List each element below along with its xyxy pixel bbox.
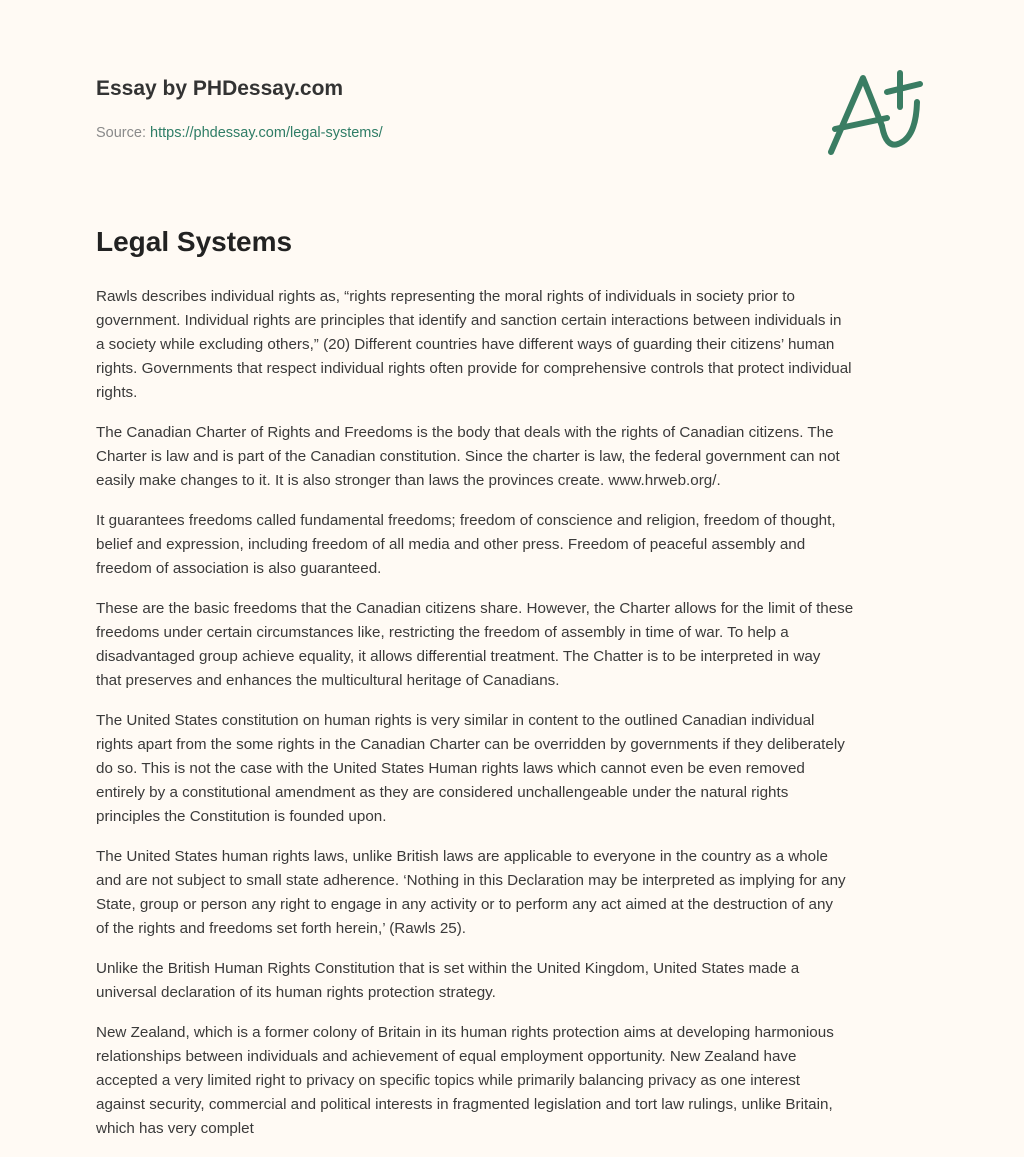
paragraph-line: against security, commercial and political interests in fragmented legislation and tort law rulings, unlike Britain,: [96, 1096, 833, 1113]
paragraph-line: Rawls describes individual rights as, “rights representing the moral rights of individuals in society prior to: [96, 288, 795, 305]
paragraph-line: rights.: [96, 384, 138, 401]
paragraph-line: entirely by a constitutional amendment as they are considered unchallengeable under the natural rights: [96, 784, 789, 801]
paragraph-line: disadvantaged group achieve equality, it allows differential treatment. The Chatter is to be interpreted in way: [96, 648, 821, 665]
essay-paragraph: [96, 421, 936, 493]
paragraph-line: Charter is law and is part of the Canadian constitution. Since the charter is law, the federal government can not: [96, 448, 840, 465]
paragraph-line: The Canadian Charter of Rights and Freedoms is the body that deals with the rights of Canadian citizens. The: [96, 424, 834, 441]
paragraph-line: freedoms under certain circumstances like, restricting the freedom of assembly in time of war. To help a: [96, 624, 789, 641]
paragraph-line: relationships between individuals and achievement of equal employment opportunity. New Zealand have: [96, 1048, 797, 1065]
paragraph-line: and are not subject to small state adherence. ‘Nothing in this Declaration may be interpreted as implying for any: [96, 872, 846, 889]
paragraph-line: of the rights and freedoms set forth herein,’ (Rawls 25).: [96, 920, 467, 937]
paragraph-line: universal declaration of its human rights protection strategy.: [96, 984, 496, 1001]
paragraph-line: easily make changes to it. It is also stronger than laws the provinces create. www.hrweb.org/.: [96, 472, 721, 489]
essay-paragraph: [96, 285, 936, 405]
paragraph-line: do so. This is not the case with the United States Human rights laws which cannot even be even removed: [96, 760, 805, 777]
paragraph-line: a society while excluding others,” (20) Different countries have different ways of guarding their citizens’ human: [96, 336, 835, 353]
paragraph-line: accepted a very limited right to privacy on specific topics while primarily balancing privacy as one interest: [96, 1072, 801, 1089]
paragraph-line: Unlike the British Human Rights Constitution that is set within the United Kingdom, United States made a: [96, 960, 800, 977]
paragraph-line: It guarantees freedoms called fundamental freedoms; freedom of conscience and religion, freedom of thought,: [96, 512, 836, 529]
paragraph-line: government. Individual rights are principles that identify and sanction certain interactions between individuals in: [96, 312, 842, 329]
paragraph-line: State, group or person any right to engage in any activity or to perform any act aimed at the destruction of any: [96, 896, 834, 913]
site-title: Essay by PHDessay.com: [96, 77, 344, 100]
essay-paragraph: [96, 709, 936, 829]
source-line: [96, 125, 383, 141]
paragraph-line: principles the Constitution is founded upon.: [96, 808, 387, 825]
paragraph-line: freedom of association is also guaranteed.: [96, 560, 382, 577]
paragraph-line: New Zealand, which is a former colony of Britain in its human rights protection aims at developing harmonious: [96, 1024, 834, 1041]
paragraph-line: rights. Governments that respect individual rights often provide for comprehensive controls that protect individual: [96, 360, 852, 377]
paragraph-line: that preserves and enhances the multicultural heritage of Canadians.: [96, 672, 560, 689]
essay-paragraph: [96, 957, 936, 1005]
essay-paragraph: [96, 1021, 936, 1141]
source-label: Source:: [96, 125, 146, 141]
essay-title: Legal Systems: [96, 226, 293, 257]
essay-paragraph: [96, 597, 936, 693]
source-link[interactable]: https://phdessay.com/legal-systems/: [150, 125, 383, 141]
essay-paragraph: [96, 509, 936, 581]
paragraph-line: The United States human rights laws, unlike British laws are applicable to everyone in the country as a whole: [96, 848, 828, 865]
paragraph-line: rights apart from the some rights in the Canadian Charter can be overridden by governments if they deliberately: [96, 736, 845, 753]
paragraph-line: belief and expression, including freedom of all media and other press. Freedom of peaceful assembly and: [96, 536, 806, 553]
essay-paragraph: [96, 845, 936, 941]
paragraph-line: The United States constitution on human rights is very similar in content to the outlined Canadian individual: [96, 712, 815, 729]
paragraph-line: These are the basic freedoms that the Canadian citizens share. However, the Charter allows for the limit of these: [96, 600, 854, 617]
paragraph-line: which has very complet: [96, 1120, 254, 1137]
essay-body: [96, 285, 936, 1157]
a-plus-logo-icon: [810, 60, 940, 170]
